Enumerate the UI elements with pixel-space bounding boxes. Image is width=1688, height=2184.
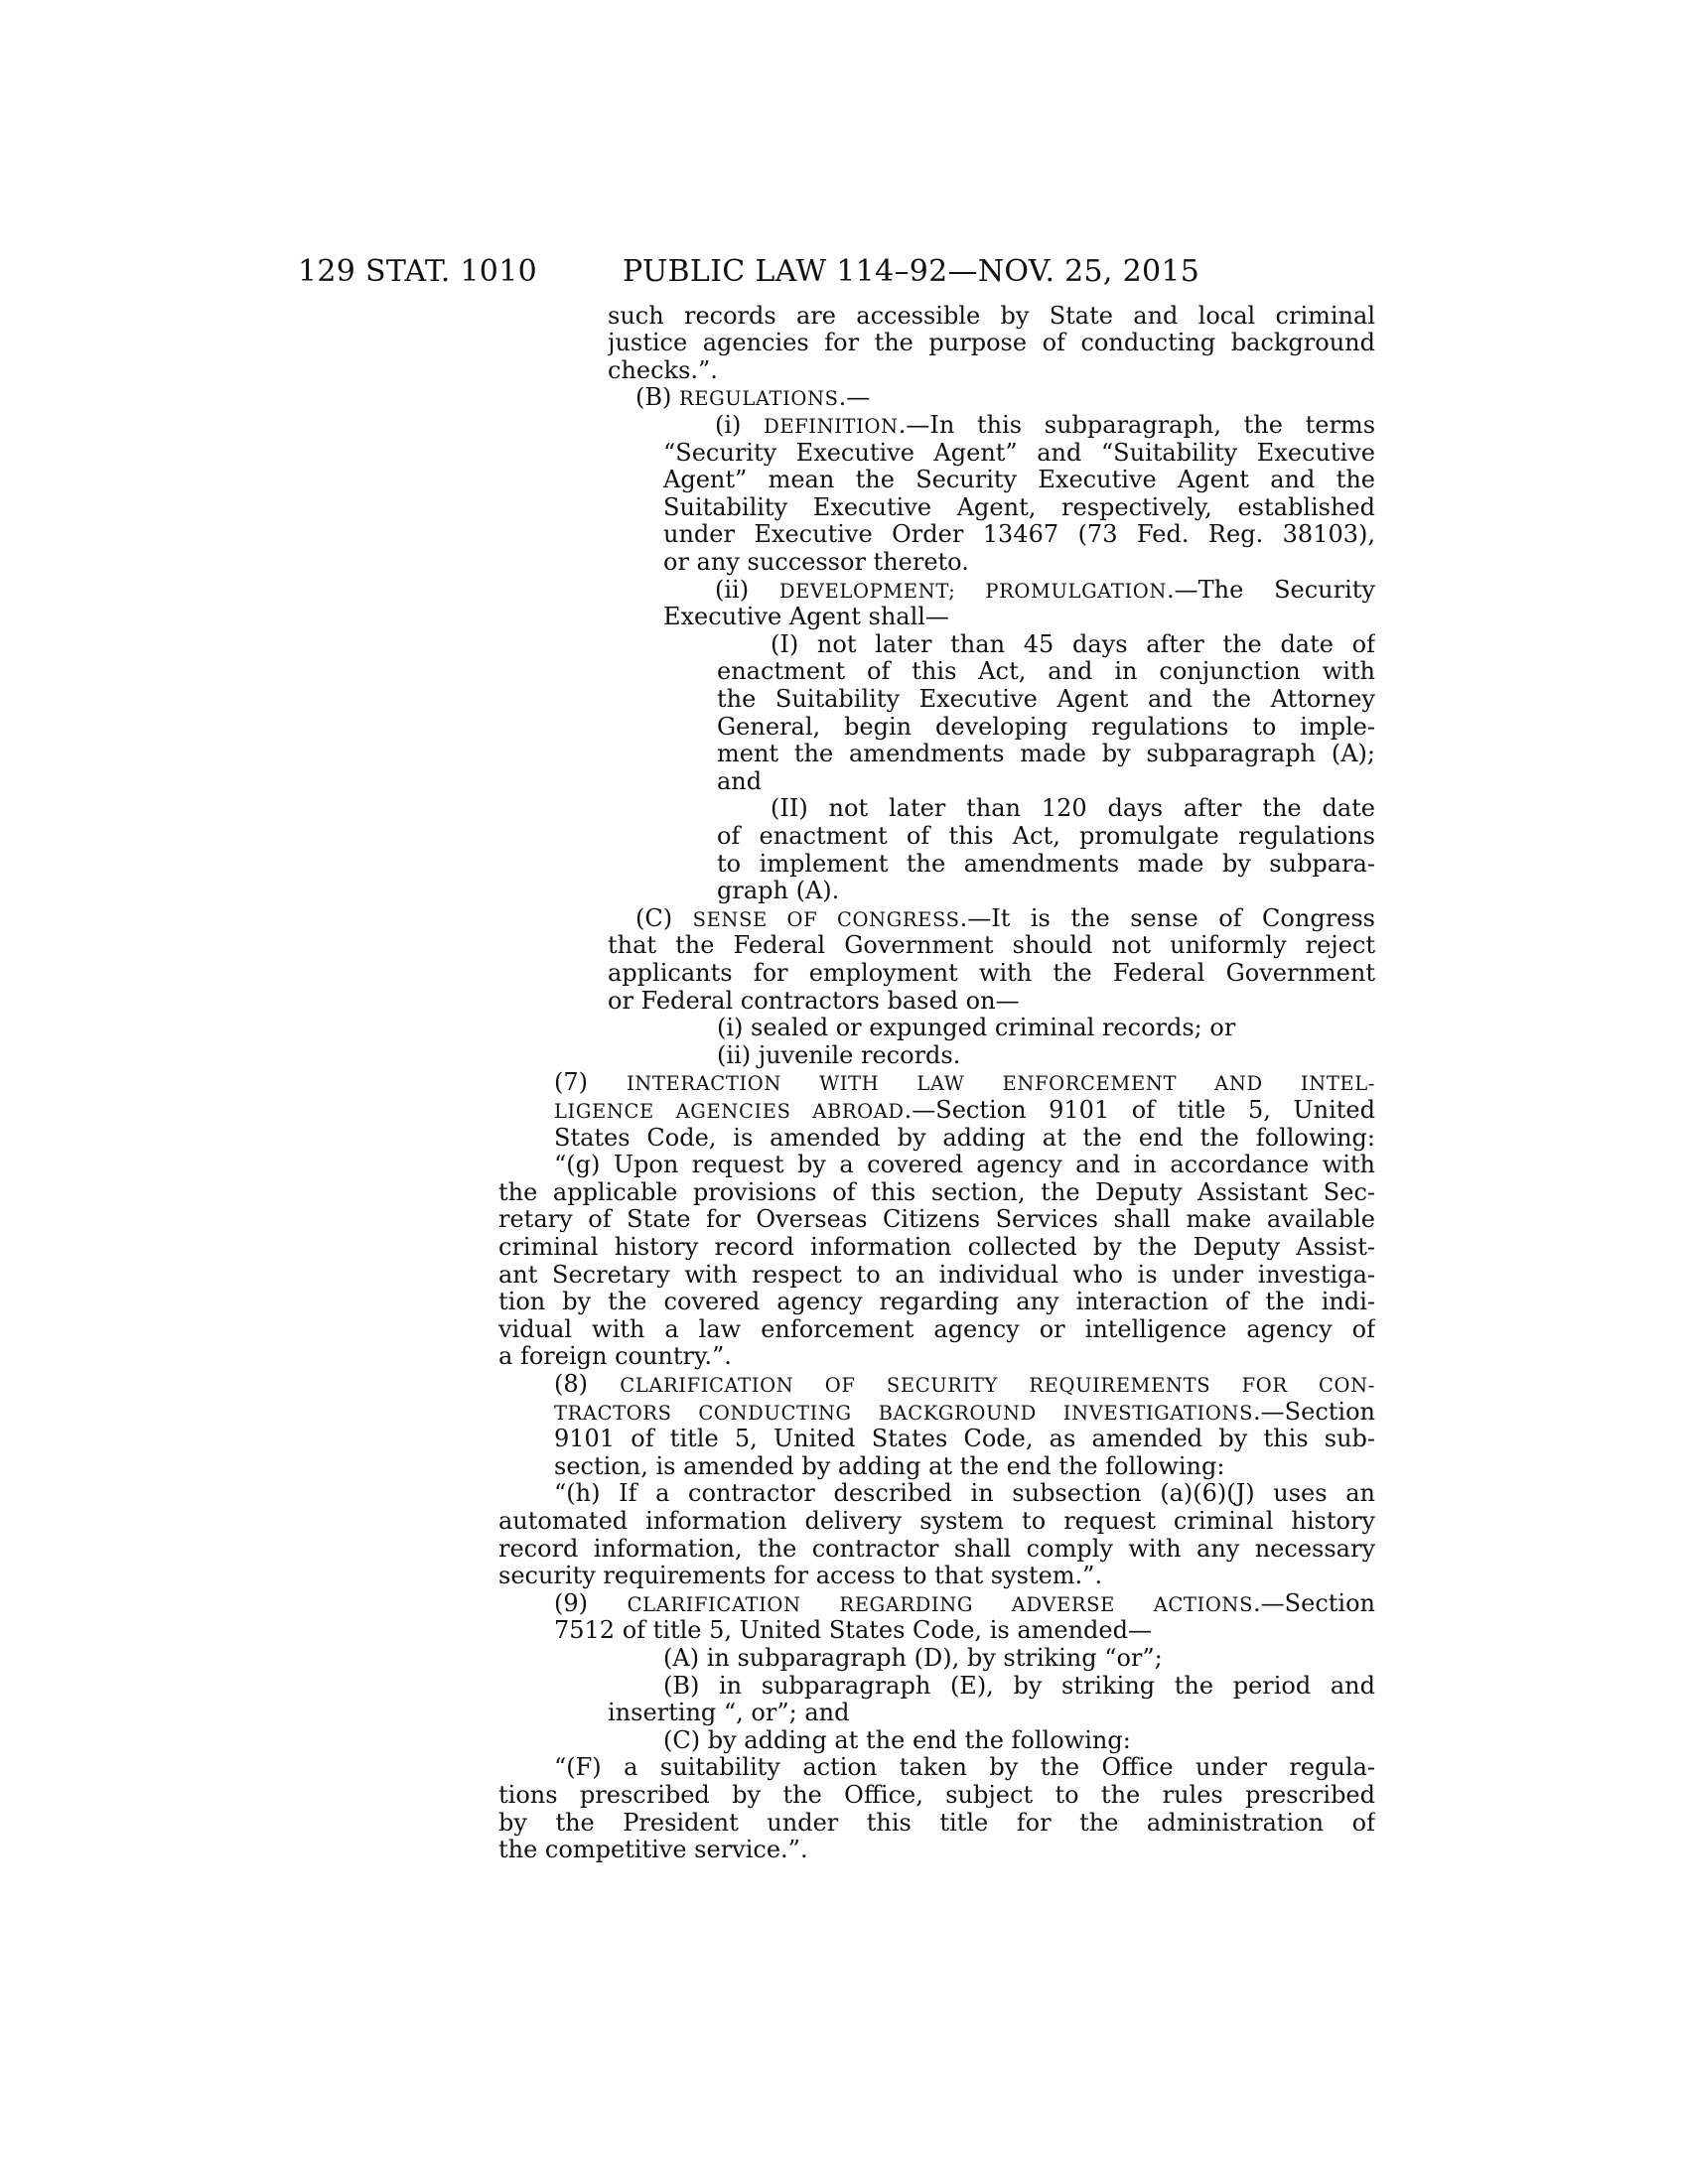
text-segment: (C) [635,905,693,932]
text-line [498,1782,1375,1809]
text-segment: (i) [715,412,765,439]
text-line [554,1754,1375,1781]
text-segment: (i) sealed or expunged criminal records; or [717,1014,1236,1041]
text-segment: (II) not later than 120 days after the date [771,795,1375,822]
text-segment: or Federal contractors based on— [608,987,1020,1015]
text-segment: (B) [635,383,679,411]
text-segment: inserting “, or”; and [608,1699,850,1726]
text-segment: Executive Agent shall— [663,603,949,630]
text-line [717,741,1375,767]
text-line [608,357,1375,384]
text-segment: and [717,767,763,795]
text-segment: (A) in subparagraph (D), by striking “or”; [663,1644,1163,1672]
text-segment: (8) [554,1371,621,1398]
text-line [663,1673,1375,1700]
text-segment: section, is amended by adding at the end the following: [554,1452,1225,1480]
text-segment: (ii) [715,577,779,604]
text-line [663,1727,1375,1754]
text-segment: “Security Executive Agent” and “Suitability Executive [663,440,1375,467]
text-segment: the competitive service.”. [498,1836,808,1863]
text-line [554,1125,1375,1152]
text-segment: automated information delivery system to request criminal history [498,1508,1375,1535]
text-line [771,631,1375,658]
text-segment: such records are accessible by State and local criminal [608,303,1375,330]
text-line [717,686,1375,713]
section-heading: TRACTORS CONDUCTING BACKGROUND INVESTIGATIONS [554,1402,1254,1425]
text-line [663,494,1375,521]
text-line [663,1645,1375,1672]
text-segment: justice agencies for the purpose of conducting background [608,330,1375,356]
text-segment: by the President under this title for the administration of [498,1810,1375,1837]
text-line [554,1371,1375,1398]
text-line [717,878,1375,904]
text-segment: .—Section [1253,1590,1375,1617]
text-segment: of enactment of this Act, promulgate regulations [717,823,1375,850]
section-heading: LIGENCE AGENCIES ABROAD [554,1100,905,1123]
text-segment: .—In this subparagraph, the terms [898,412,1375,439]
text-line [717,658,1375,685]
text-line [498,1508,1375,1535]
text-line [608,303,1375,330]
text-line [554,1590,1375,1617]
text-line [498,1563,1375,1589]
text-line [498,1262,1375,1289]
text-line [554,1069,1375,1096]
text-segment: .—Section 9101 of title 5, United [904,1097,1375,1124]
text-line [663,549,1375,576]
section-heading: CLARIFICATION REGARDING ADVERSE ACTIONS [627,1593,1254,1616]
text-segment: vidual with a law enforcement agency or intelligence agency of [498,1316,1375,1343]
text-line [635,905,1375,932]
text-segment: retary of State for Overseas Citizens Services shall make available [498,1206,1375,1233]
text-segment: .— [838,383,871,411]
text-segment: (7) [554,1069,627,1096]
text-segment: criminal history record information collected by the Deputy Assist- [498,1234,1375,1261]
text-segment: “(g) Upon request by a covered agency and in accordance with [554,1152,1375,1178]
text-line [608,932,1375,959]
text-segment: “(h) If a contractor described in subsection (a)(6)(J) uses an [554,1480,1375,1507]
text-line [554,1426,1375,1452]
text-segment: the applicable provisions of this section, the Deputy Assistant Sec- [498,1179,1375,1206]
text-line [498,1316,1375,1343]
text-segment: (B) in subparagraph (E), by striking the period and [663,1673,1375,1700]
text-segment: 7512 of title 5, United States Code, is amended— [554,1616,1152,1644]
text-segment: States Code, is amended by adding at the end the following: [554,1125,1375,1152]
text-segment: .—Section [1253,1399,1375,1426]
text-segment: (C) by adding at the end the following: [663,1726,1131,1754]
section-heading: DEVELOPMENT; PROMULGATION [778,580,1168,603]
text-segment: tion by the covered agency regarding any interaction of the indi- [498,1289,1375,1315]
text-line [717,851,1375,878]
section-heading: SENSE OF CONGRESS [692,908,960,931]
text-line [715,577,1375,604]
text-segment: or any successor thereto. [663,548,969,576]
text-line [498,1206,1375,1233]
text-line [608,960,1375,987]
text-segment: (ii) juvenile records. [717,1041,961,1069]
text-line [717,1015,1375,1041]
text-segment: General, begin developing regulations to imple- [717,714,1375,741]
text-segment: to implement the amendments made by subpara- [717,851,1375,878]
text-line [498,1289,1375,1315]
text-line [715,412,1375,439]
text-segment: (9) [554,1590,628,1617]
text-segment: ment the amendments made by subparagraph (A); [717,741,1375,767]
section-heading: REGULATIONS [679,387,839,410]
page-citation: 129 STAT. 1010 [298,254,537,289]
text-line [608,330,1375,356]
text-line [663,521,1375,548]
text-line [663,467,1375,493]
text-segment: “(F) a suitability action taken by the Office under regula- [554,1754,1375,1781]
text-segment: graph (A). [717,877,840,904]
text-segment: tions prescribed by the Office, subject to the rules prescribed [498,1782,1375,1809]
text-line [554,1453,1375,1480]
text-line [554,1152,1375,1178]
text-line [717,823,1375,850]
text-segment: that the Federal Government should not uniformly reject [608,932,1375,959]
section-heading: DEFINITION [764,415,899,438]
text-segment: the Suitability Executive Agent and the Attorney [717,686,1375,713]
section-heading: CLARIFICATION OF SECURITY REQUIREMENTS FOR CON- [620,1374,1375,1397]
text-line [498,1536,1375,1563]
running-header: PUBLIC LAW 114–92—NOV. 25, 2015 [623,254,1200,289]
text-segment: applicants for employment with the Federal Government [608,960,1375,987]
text-line [554,1097,1375,1124]
text-segment: under Executive Order 13467 (73 Fed. Reg. 38103), [663,521,1375,548]
text-segment: enactment of this Act, and in conjunction with [717,658,1375,685]
text-line [608,1700,1375,1726]
text-line [663,440,1375,467]
text-segment: Agent” mean the Security Executive Agent and the [663,467,1375,493]
text-line [498,1234,1375,1261]
text-line [498,1179,1375,1206]
text-line [498,1343,1375,1370]
text-line [663,604,1375,630]
text-line [498,1837,1375,1863]
text-segment: a foreign country.”. [498,1342,732,1370]
text-segment: security requirements for access to that system.”. [498,1562,1103,1589]
text-segment: record information, the contractor shall comply with any necessary [498,1536,1375,1563]
text-segment: checks.”. [608,356,718,384]
text-line [554,1399,1375,1426]
text-line [771,795,1375,822]
text-segment: .—The Security [1167,577,1375,604]
text-segment: Suitability Executive Agent, respectively, established [663,494,1375,521]
text-segment: (I) not later than 45 days after the date of [771,631,1375,658]
text-segment: ant Secretary with respect to an individual who is under investiga- [498,1262,1375,1289]
text-line [498,1810,1375,1837]
text-segment: .—It is the sense of Congress [959,905,1375,932]
text-segment: 9101 of title 5, United States Code, as amended by this sub- [554,1426,1375,1452]
text-line [717,1042,1375,1069]
text-line [717,768,1375,795]
section-heading: INTERACTION WITH LAW ENFORCEMENT AND INTEL- [626,1072,1375,1095]
text-line [554,1480,1375,1507]
text-line [635,384,1375,412]
text-line [608,988,1375,1015]
text-line [554,1617,1375,1644]
text-line [717,714,1375,741]
